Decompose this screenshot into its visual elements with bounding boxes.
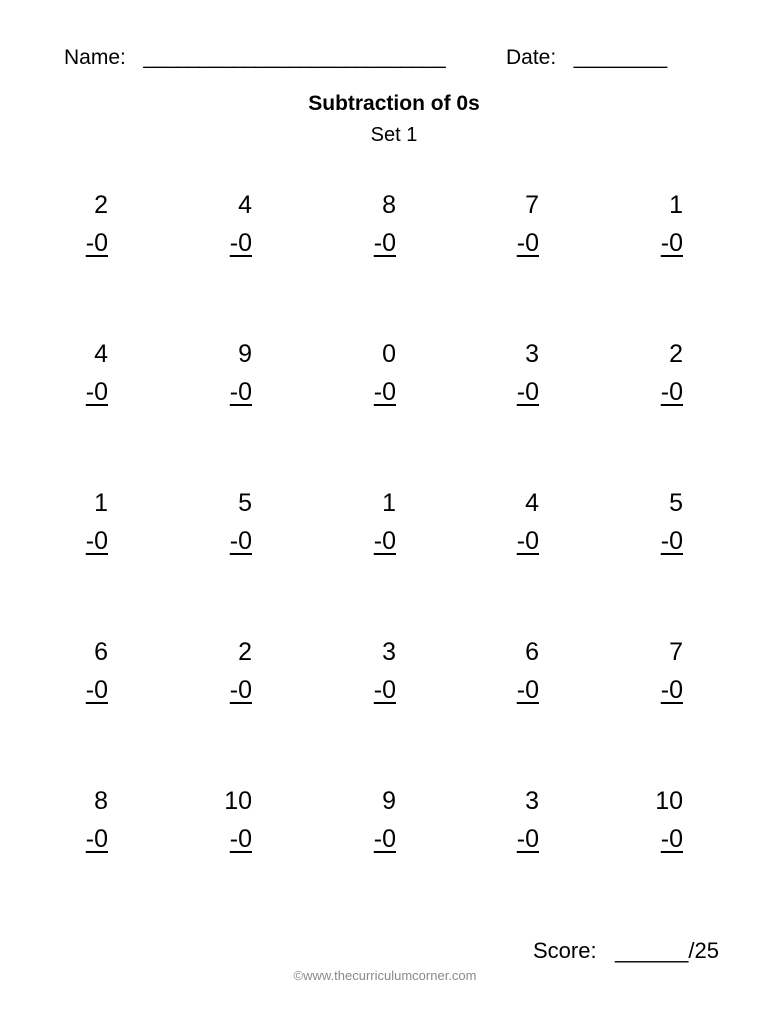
minuend: 3 <box>525 340 539 368</box>
subtraction-problem <box>643 484 683 560</box>
subtrahend: -0 <box>373 378 396 406</box>
minuend: 7 <box>525 191 539 219</box>
subtrahend-row <box>356 373 396 411</box>
subtrahend: -0 <box>660 378 683 406</box>
subtrahend: -0 <box>229 527 252 555</box>
subtrahend-row <box>212 522 252 560</box>
subtraction-problem <box>643 633 683 709</box>
subtrahend-row <box>356 820 396 858</box>
subtrahend: -0 <box>660 527 683 555</box>
minuend: 10 <box>224 787 252 815</box>
subtraction-problem <box>212 335 252 411</box>
score-blank-line: ______ <box>614 938 689 963</box>
minuend: 1 <box>382 489 396 517</box>
minuend: 8 <box>94 787 108 815</box>
subtrahend-row <box>356 522 396 560</box>
score-field <box>533 938 719 964</box>
subtraction-problem <box>356 633 396 709</box>
subtrahend: -0 <box>229 676 252 704</box>
subtrahend: -0 <box>373 229 396 257</box>
subtraction-problem <box>356 782 396 858</box>
minuend: 3 <box>382 638 396 666</box>
name-field <box>64 46 445 70</box>
subtrahend: -0 <box>516 676 539 704</box>
score-total: /25 <box>688 938 719 963</box>
subtrahend-row <box>499 820 539 858</box>
name-blank-line: ___________________________ <box>143 46 446 69</box>
minuend: 2 <box>238 638 252 666</box>
minuend: 8 <box>382 191 396 219</box>
subtraction-problem <box>643 335 683 411</box>
minuend: 10 <box>655 787 683 815</box>
subtrahend: -0 <box>373 825 396 853</box>
subtrahend-row <box>68 820 108 858</box>
copyright-footer: ©www.thecurriculumcorner.com <box>293 968 477 983</box>
subtrahend: -0 <box>373 676 396 704</box>
subtrahend: -0 <box>660 676 683 704</box>
subtrahend-row <box>643 820 683 858</box>
subtrahend: -0 <box>660 825 683 853</box>
subtraction-problem <box>212 782 252 858</box>
minuend: 7 <box>669 638 683 666</box>
minuend: 4 <box>94 340 108 368</box>
date-field <box>506 46 667 70</box>
worksheet-title: Subtraction of 0s <box>308 92 480 115</box>
worksheet-subtitle: Set 1 <box>370 124 418 146</box>
subtrahend-row <box>212 373 252 411</box>
score-label: Score: <box>533 938 597 963</box>
subtrahend-row <box>643 671 683 709</box>
subtrahend: -0 <box>660 229 683 257</box>
subtraction-problem <box>212 633 252 709</box>
minuend: 0 <box>382 340 396 368</box>
subtraction-problem <box>499 782 539 858</box>
subtrahend-row <box>68 373 108 411</box>
subtrahend: -0 <box>229 825 252 853</box>
subtrahend-row <box>356 671 396 709</box>
minuend: 5 <box>669 489 683 517</box>
subtraction-problem <box>356 186 396 262</box>
subtraction-problem <box>356 484 396 560</box>
minuend: 4 <box>238 191 252 219</box>
minuend: 6 <box>94 638 108 666</box>
minuend: 9 <box>382 787 396 815</box>
subtraction-problem <box>499 335 539 411</box>
subtraction-problem <box>68 484 108 560</box>
minuend: 9 <box>238 340 252 368</box>
subtrahend-row <box>643 522 683 560</box>
subtraction-problem <box>499 186 539 262</box>
subtrahend: -0 <box>516 527 539 555</box>
subtrahend-row <box>68 224 108 262</box>
subtrahend: -0 <box>229 378 252 406</box>
subtrahend: -0 <box>516 378 539 406</box>
subtrahend-row <box>499 671 539 709</box>
subtrahend-row <box>212 671 252 709</box>
subtrahend: -0 <box>229 229 252 257</box>
subtraction-problem <box>68 633 108 709</box>
subtrahend: -0 <box>516 825 539 853</box>
subtrahend-row <box>68 522 108 560</box>
subtrahend: -0 <box>516 229 539 257</box>
subtrahend-row <box>212 224 252 262</box>
minuend: 5 <box>238 489 252 517</box>
subtraction-problem <box>68 335 108 411</box>
subtrahend-row <box>643 224 683 262</box>
minuend: 2 <box>669 340 683 368</box>
minuend: 3 <box>525 787 539 815</box>
subtrahend: -0 <box>85 676 108 704</box>
subtrahend-row <box>643 373 683 411</box>
minuend: 1 <box>669 191 683 219</box>
subtraction-problem <box>212 484 252 560</box>
minuend: 6 <box>525 638 539 666</box>
minuend: 1 <box>94 489 108 517</box>
subtrahend-row <box>499 373 539 411</box>
subtraction-problem <box>643 782 683 858</box>
subtrahend-row <box>499 522 539 560</box>
subtrahend-row <box>499 224 539 262</box>
minuend: 4 <box>525 489 539 517</box>
subtrahend: -0 <box>85 527 108 555</box>
subtrahend: -0 <box>373 527 396 555</box>
subtrahend: -0 <box>85 229 108 257</box>
subtraction-problem <box>499 633 539 709</box>
subtraction-problem <box>68 782 108 858</box>
subtrahend-row <box>356 224 396 262</box>
name-label: Name: <box>64 46 126 69</box>
subtrahend: -0 <box>85 378 108 406</box>
date-blank-line: ________ <box>573 46 668 69</box>
subtraction-problem <box>499 484 539 560</box>
subtraction-problem <box>212 186 252 262</box>
subtraction-problem <box>68 186 108 262</box>
subtraction-problem <box>356 335 396 411</box>
subtrahend: -0 <box>85 825 108 853</box>
subtraction-problem <box>643 186 683 262</box>
subtrahend-row <box>68 671 108 709</box>
date-label: Date: <box>506 46 557 69</box>
minuend: 2 <box>94 191 108 219</box>
subtrahend-row <box>212 820 252 858</box>
